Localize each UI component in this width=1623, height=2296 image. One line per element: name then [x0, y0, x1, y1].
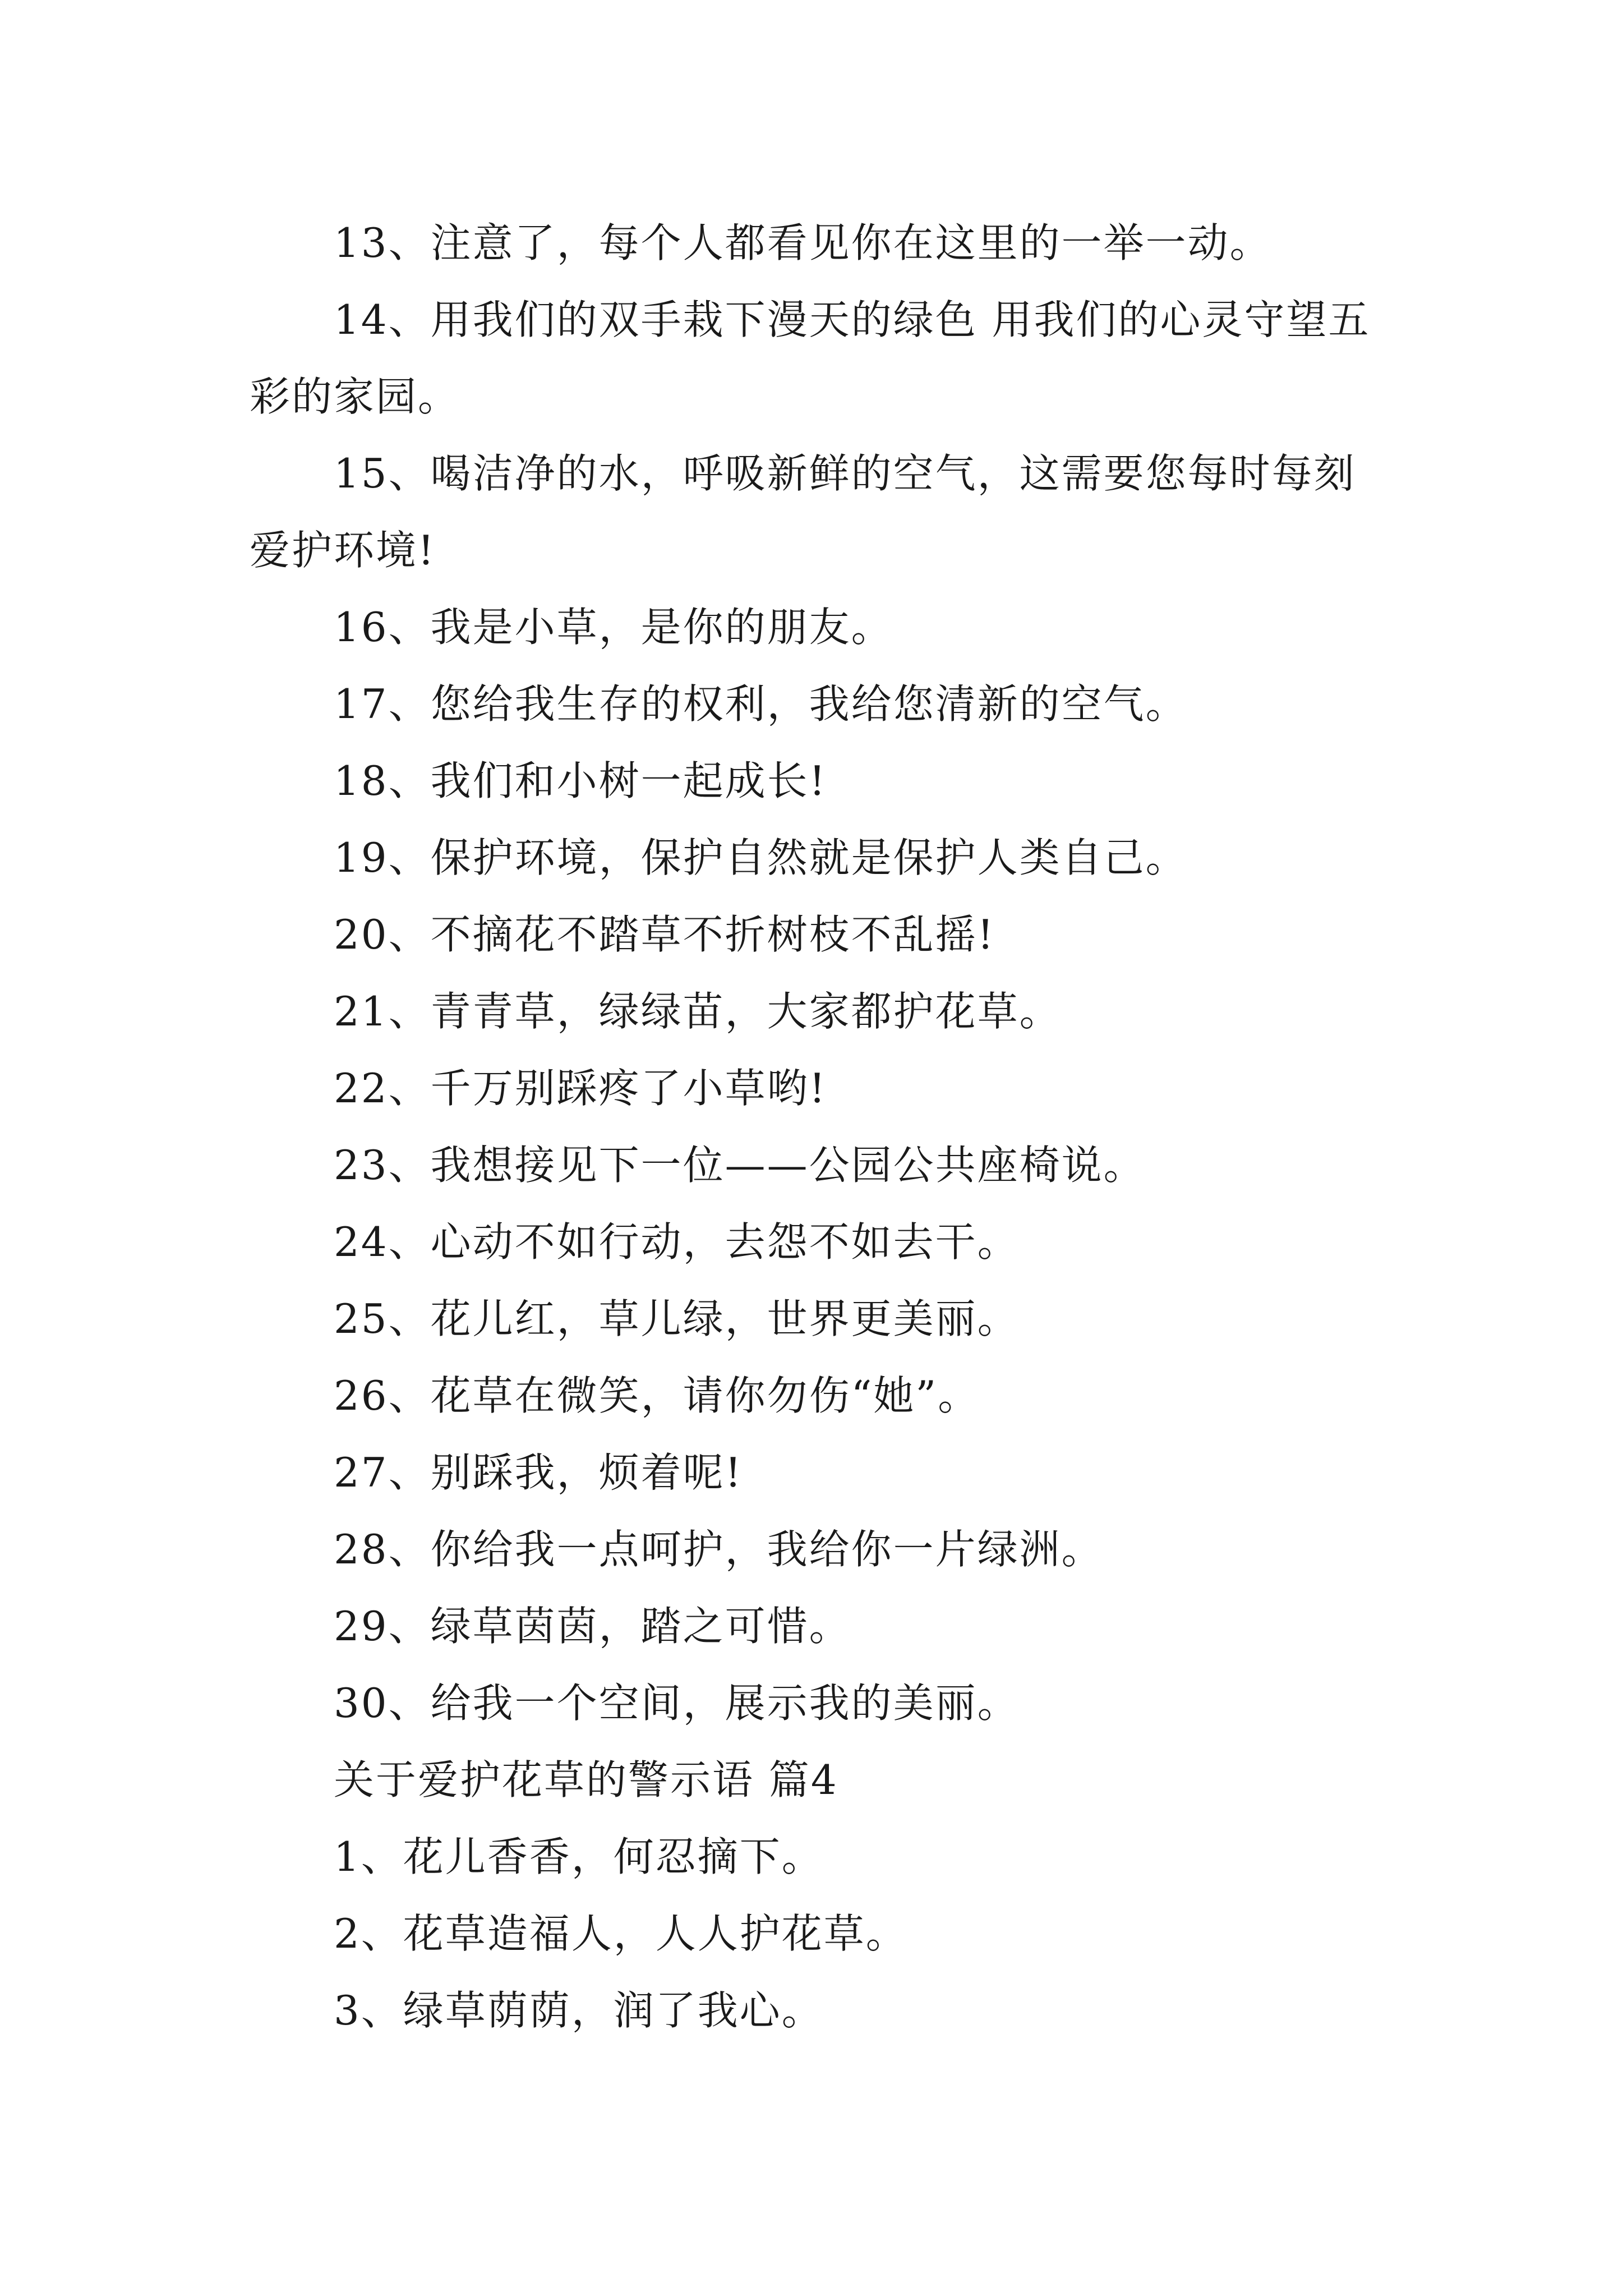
slogan-24: 24、心动不如行动，去怨不如去干。 [334, 1218, 1020, 1266]
slogan-20: 20、不摘花不踏草不折树枝不乱摇! [334, 911, 995, 958]
slogan-14: 14、用我们的双手栽下漫天的绿色 用我们的心灵守望五彩的家园。 [250, 296, 1371, 420]
slogan-3: 3、绿草荫荫，润了我心。 [334, 1987, 824, 2034]
slogan-28: 28、你给我一点呵护，我给你一片绿洲。 [334, 1526, 1104, 1573]
slogan-21: 21、青青草，绿绿苗，大家都护花草。 [334, 988, 1062, 1035]
slogan-17: 17、您给我生存的权利，我给您清新的空气。 [334, 680, 1188, 728]
document-body [250, 205, 1382, 2049]
slogan-27: 27、别踩我，烦着呢! [334, 1449, 743, 1496]
slogan-30: 30、给我一个空间，展示我的美丽。 [334, 1680, 1020, 1727]
slogan-16: 16、我是小草，是你的朋友。 [334, 604, 893, 651]
slogan-19: 19、保护环境，保护自然就是保护人类自己。 [334, 834, 1188, 881]
slogan-23: 23、我想接见下一位——公园公共座椅说。 [334, 1142, 1146, 1189]
slogan-1: 1、花儿香香，何忍摘下。 [334, 1833, 824, 1880]
slogan-2: 2、花草造福人，人人护花草。 [334, 1910, 908, 1957]
section-heading: 关于爱护花草的警示语 篇4 [334, 1756, 838, 1803]
slogan-22: 22、千万别踩疼了小草哟! [334, 1065, 827, 1112]
slogan-15: 15、喝洁净的水，呼吸新鲜的空气，这需要您每时每刻爱护环境! [250, 450, 1356, 574]
slogan-18: 18、我们和小树一起成长! [334, 757, 827, 804]
slogan-26: 26、花草在微笑，请你勿伤“她”。 [334, 1372, 980, 1419]
slogan-25: 25、花儿红，草儿绿，世界更美丽。 [334, 1295, 1020, 1342]
slogan-29: 29、绿草茵茵，踏之可惜。 [334, 1603, 851, 1650]
slogan-13: 13、注意了，每个人都看见你在这里的一举一动。 [334, 219, 1272, 266]
